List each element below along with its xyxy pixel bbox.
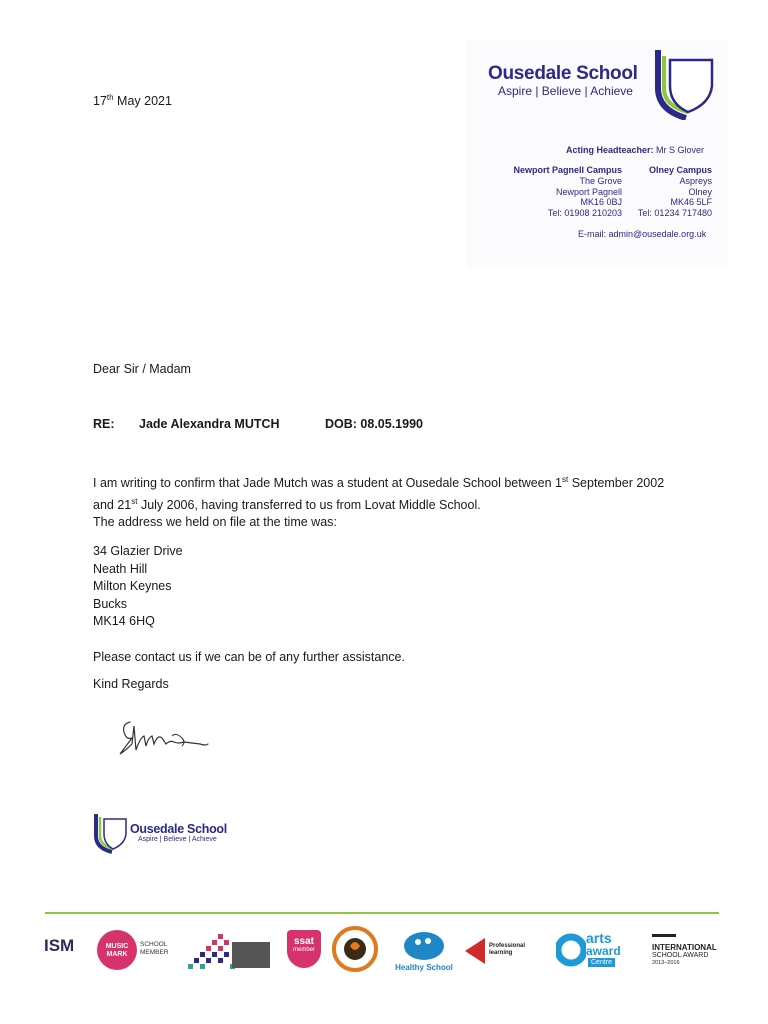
newport-line: The Grove	[579, 175, 622, 186]
olney-line: MK46 5LF	[670, 197, 712, 208]
address-block	[93, 543, 183, 631]
contact-sentence: Please contact us if we can be of any further assistance.	[93, 650, 405, 664]
music-mark-logo: MUSIC MARK	[97, 930, 137, 970]
address-line: 34 Glazier Drive	[93, 544, 183, 558]
olney-line: Olney	[688, 186, 712, 197]
newport-line: Tel: 01908 210203	[547, 208, 622, 219]
school-email: E-mail: admin@ousedale.org.uk	[578, 229, 707, 239]
closing: Kind Regards	[93, 677, 169, 691]
footer-school-motto: Aspire | Believe | Achieve	[138, 836, 217, 843]
confirmation-paragraph: I am writing to confirm that Jade Mutch was a student at Ousedale School between 1st September 2002 and 21st July 2006, having transferred to us from Lovat Middle School.	[93, 475, 665, 512]
address-line: Milton Keynes	[93, 579, 172, 593]
footer-school-name: Ousedale School	[130, 822, 227, 836]
international-school-award-logo: INTERNATIONAL SCHOOL AWARD 2013–2016	[652, 934, 724, 974]
school-motto: Aspire | Believe | Achieve	[498, 84, 633, 98]
salutation: Dear Sir / Madam	[93, 362, 191, 376]
newport-line: Newport Pagnell	[555, 186, 622, 197]
re-dob: DOB: 08.05.1990	[325, 417, 423, 431]
address-line: Neath Hill	[93, 561, 148, 576]
olney-campus-title: Olney Campus	[648, 165, 712, 175]
red-arrow-icon	[465, 938, 485, 964]
address-line: MK14 6HQ	[93, 614, 155, 628]
arts-award-a-icon	[556, 932, 586, 968]
address-intro: The address we held on file at the time was:	[93, 515, 337, 529]
ssat-outcomes-logo	[188, 930, 272, 970]
ism-logo: ISM	[44, 936, 75, 955]
school-shield-icon	[650, 48, 716, 120]
arts-award-logo: arts award Centre	[556, 932, 640, 972]
olney-line: Aspreys	[679, 175, 712, 186]
signature	[112, 716, 212, 760]
healthy-school-logo: Healthy School	[388, 930, 460, 972]
newport-line: MK16 0BJ	[580, 197, 622, 208]
re-name: Jade Alexandra MUTCH	[139, 417, 280, 431]
ssat-member-logo: ssat member	[287, 930, 321, 968]
newport-campus-block	[506, 165, 622, 219]
school-member-label: SCHOOL MEMBER	[140, 941, 169, 956]
newport-campus-title: Newport Pagnell Campus	[513, 165, 622, 175]
re-line	[93, 416, 423, 434]
acting-headteacher: Acting Headteacher: Mr S Glover	[566, 145, 705, 155]
address-line: Bucks	[93, 596, 128, 611]
footer-divider	[45, 912, 719, 914]
letter-date: 17th May 2021	[93, 93, 172, 109]
school-name: Ousedale School	[488, 63, 638, 84]
professional-learning-logo: Professional learning	[465, 938, 549, 964]
re-label: RE:	[93, 417, 115, 431]
footer-shield-icon	[92, 812, 128, 854]
healthy-school-figures-icon	[388, 930, 460, 960]
olney-campus-block	[636, 165, 712, 219]
british-council-mark	[652, 934, 676, 937]
olney-line: Tel: 01234 717480	[637, 208, 712, 219]
centre-of-excellence-logo	[332, 926, 378, 972]
